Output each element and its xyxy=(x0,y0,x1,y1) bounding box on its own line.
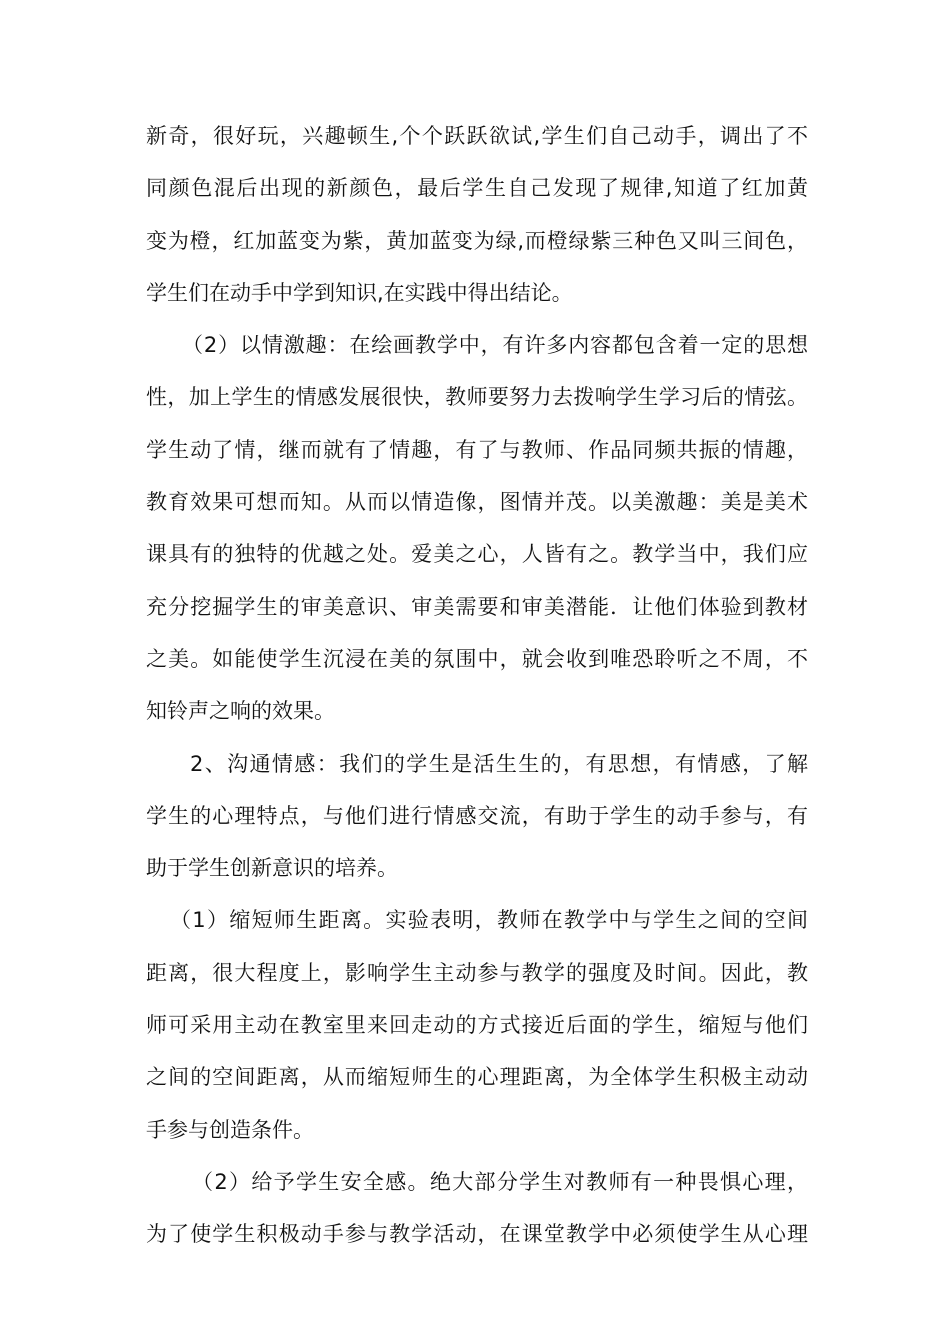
text-line: 教育效果可想而知。从而以情造像，图情并茂。以美激趣：美是美术 xyxy=(146,490,808,515)
text-line: 之间的空间距离，从而缩短师生的心理距离，为全体学生积极主动动 xyxy=(146,1065,808,1090)
text-line: 学生的心理特点，与他们进行情感交流，有助于学生的动手参与，有 xyxy=(146,803,808,828)
text-line: 手参与创造条件。 xyxy=(146,1117,314,1142)
text-line: 学生们在动手中学到知识,在实践中得出结论。 xyxy=(146,280,573,305)
text-line: 距离，很大程度上，影响学生主动参与教学的强度及时间。因此，教 xyxy=(146,960,808,985)
text-line: 为了使学生积极动手参与教学活动，在课堂教学中必须使学生从心理 xyxy=(146,1222,808,1247)
paragraph-start-line: 2、沟通情感：我们的学生是活生生的，有思想，有情感，了解 xyxy=(190,751,808,776)
text-line: 之美。如能使学生沉浸在美的氛围中，就会收到唯恐聆听之不周，不 xyxy=(146,646,808,671)
body-text xyxy=(146,110,808,1261)
text-line: 学生动了情，继而就有了情趣，有了与教师、作品同频共振的情趣， xyxy=(146,437,808,462)
text-line: 变为橙，红加蓝变为紫，黄加蓝变为绿,而橙绿紫三种色又叫三间色， xyxy=(146,228,808,253)
paragraph-start-line: （2）以情激趣：在绘画教学中，有许多内容都包含着一定的思想 xyxy=(182,333,808,358)
text-line: 知铃声之响的效果。 xyxy=(146,699,335,724)
text-line: 课具有的独特的优越之处。爱美之心，人皆有之。教学当中，我们应 xyxy=(146,542,808,567)
text-line: 助于学生创新意识的培养。 xyxy=(146,856,398,881)
paragraph-start-line: （2）给予学生安全感。绝大部分学生对教师有一种畏惧心理， xyxy=(192,1169,808,1194)
text-line: 充分挖掘学生的审美意识、审美需要和审美潜能．让他们体验到教材 xyxy=(146,594,808,619)
text-line: 新奇，很好玩，兴趣顿生,个个跃跃欲试,学生们自己动手，调出了不 xyxy=(146,124,808,148)
text-line: 师可采用主动在教室里来回走动的方式接近后面的学生，缩短与他们 xyxy=(146,1013,808,1038)
text-line: 性，加上学生的情感发展很快，教师要努力去拨响学生学习后的情弦。 xyxy=(146,385,808,410)
text-line: 同颜色混后出现的新颜色，最后学生自己发现了规律,知道了红加黄 xyxy=(146,176,808,201)
paragraph-start-line: （1）缩短师生距离。实验表明，教师在教学中与学生之间的空间 xyxy=(170,908,808,933)
